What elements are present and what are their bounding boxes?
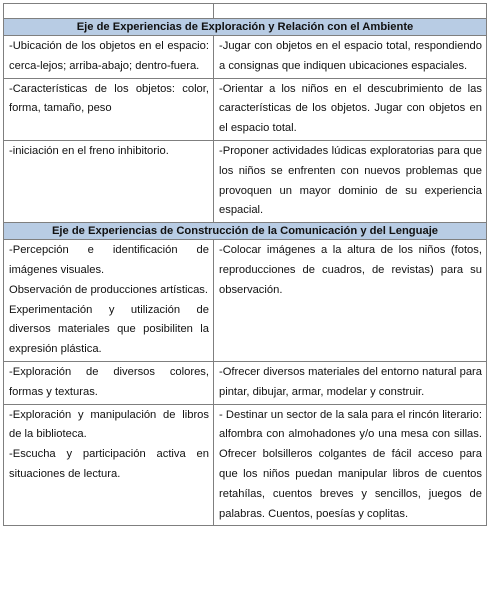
cell-text: -Colocar imágenes a la altura de los niños (fotos, reproducciones de cuadros, de revistas) para su observación.	[219, 244, 482, 296]
cell-text: -Jugar con objetos en el espacio total, respondiendo a consignas que indiquen ubicaciones espaciales.	[219, 40, 482, 72]
table-row	[4, 240, 487, 362]
cell-text: - Destinar un sector de la sala para el rincón literario: alfombra con almohadones y/o una mesa con sillas. Ofrecer bolsilleros colgantes de fácil acceso para que los niños puedan manipular libros de cuentos retahílas, cuentos breves y sencillos, juegos de palabras. Cuentos, poesías y coplitas.	[219, 408, 482, 520]
table-row	[4, 78, 487, 140]
section-header-row	[4, 19, 487, 36]
content-cell	[4, 240, 214, 362]
cell-text: Experimentación y utilización de diversos materiales que posibiliten la expresión plástica.	[9, 303, 209, 356]
content-cell	[4, 140, 214, 222]
table-row	[4, 404, 487, 526]
content-table	[3, 3, 487, 526]
table-row	[4, 361, 487, 404]
activity-cell	[214, 404, 487, 526]
content-cell	[4, 404, 214, 526]
content-cell	[4, 78, 214, 140]
cell-text: -Exploración y manipulación de libros de la biblioteca.	[9, 408, 209, 441]
section-header-row	[4, 223, 487, 240]
empty-cell	[4, 4, 214, 19]
cell-text: Observación de producciones artísticas.	[9, 283, 208, 296]
cell-text: -Proponer actividades lúdicas exploratorias para que los niños se enfrenten con nuevos problemas que provoquen un mayor dominio de su experiencia espacial.	[219, 144, 482, 217]
section-heading: Eje de Experiencias de Exploración y Relación con el Ambiente	[4, 19, 487, 36]
cell-text: -Exploración de diversos colores, formas y texturas.	[9, 365, 209, 398]
cell-text: -Escucha y participación activa en situaciones de lectura.	[9, 448, 209, 480]
content-cell	[4, 36, 214, 79]
cell-text: -Ubicación de los objetos en el espacio: cerca-lejos; arriba-abajo; dentro-fuera.	[9, 40, 209, 72]
activity-cell	[214, 78, 487, 140]
activity-cell	[214, 36, 487, 79]
cell-text: -iniciación en el freno inhibitorio.	[9, 144, 169, 157]
cell-text: -Orientar a los niños en el descubrimiento de las características de los objetos. Jugar con objetos en el espacio total.	[219, 82, 482, 135]
activity-cell	[214, 140, 487, 222]
table-top-row	[4, 4, 487, 19]
activity-cell	[214, 240, 487, 362]
activity-cell	[214, 361, 487, 404]
table-row	[4, 140, 487, 222]
content-cell	[4, 361, 214, 404]
cell-text: -Ofrecer diversos materiales del entorno natural para pintar, dibujar, armar, modelar y construir.	[219, 365, 482, 398]
table-row	[4, 36, 487, 79]
cell-text: -Percepción e identificación de imágenes visuales.	[9, 244, 209, 276]
empty-cell	[214, 4, 487, 19]
cell-text: -Características de los objetos: color, forma, tamaño, peso	[9, 82, 209, 115]
section-heading: Eje de Experiencias de Construcción de la Comunicación y del Lenguaje	[4, 223, 487, 240]
